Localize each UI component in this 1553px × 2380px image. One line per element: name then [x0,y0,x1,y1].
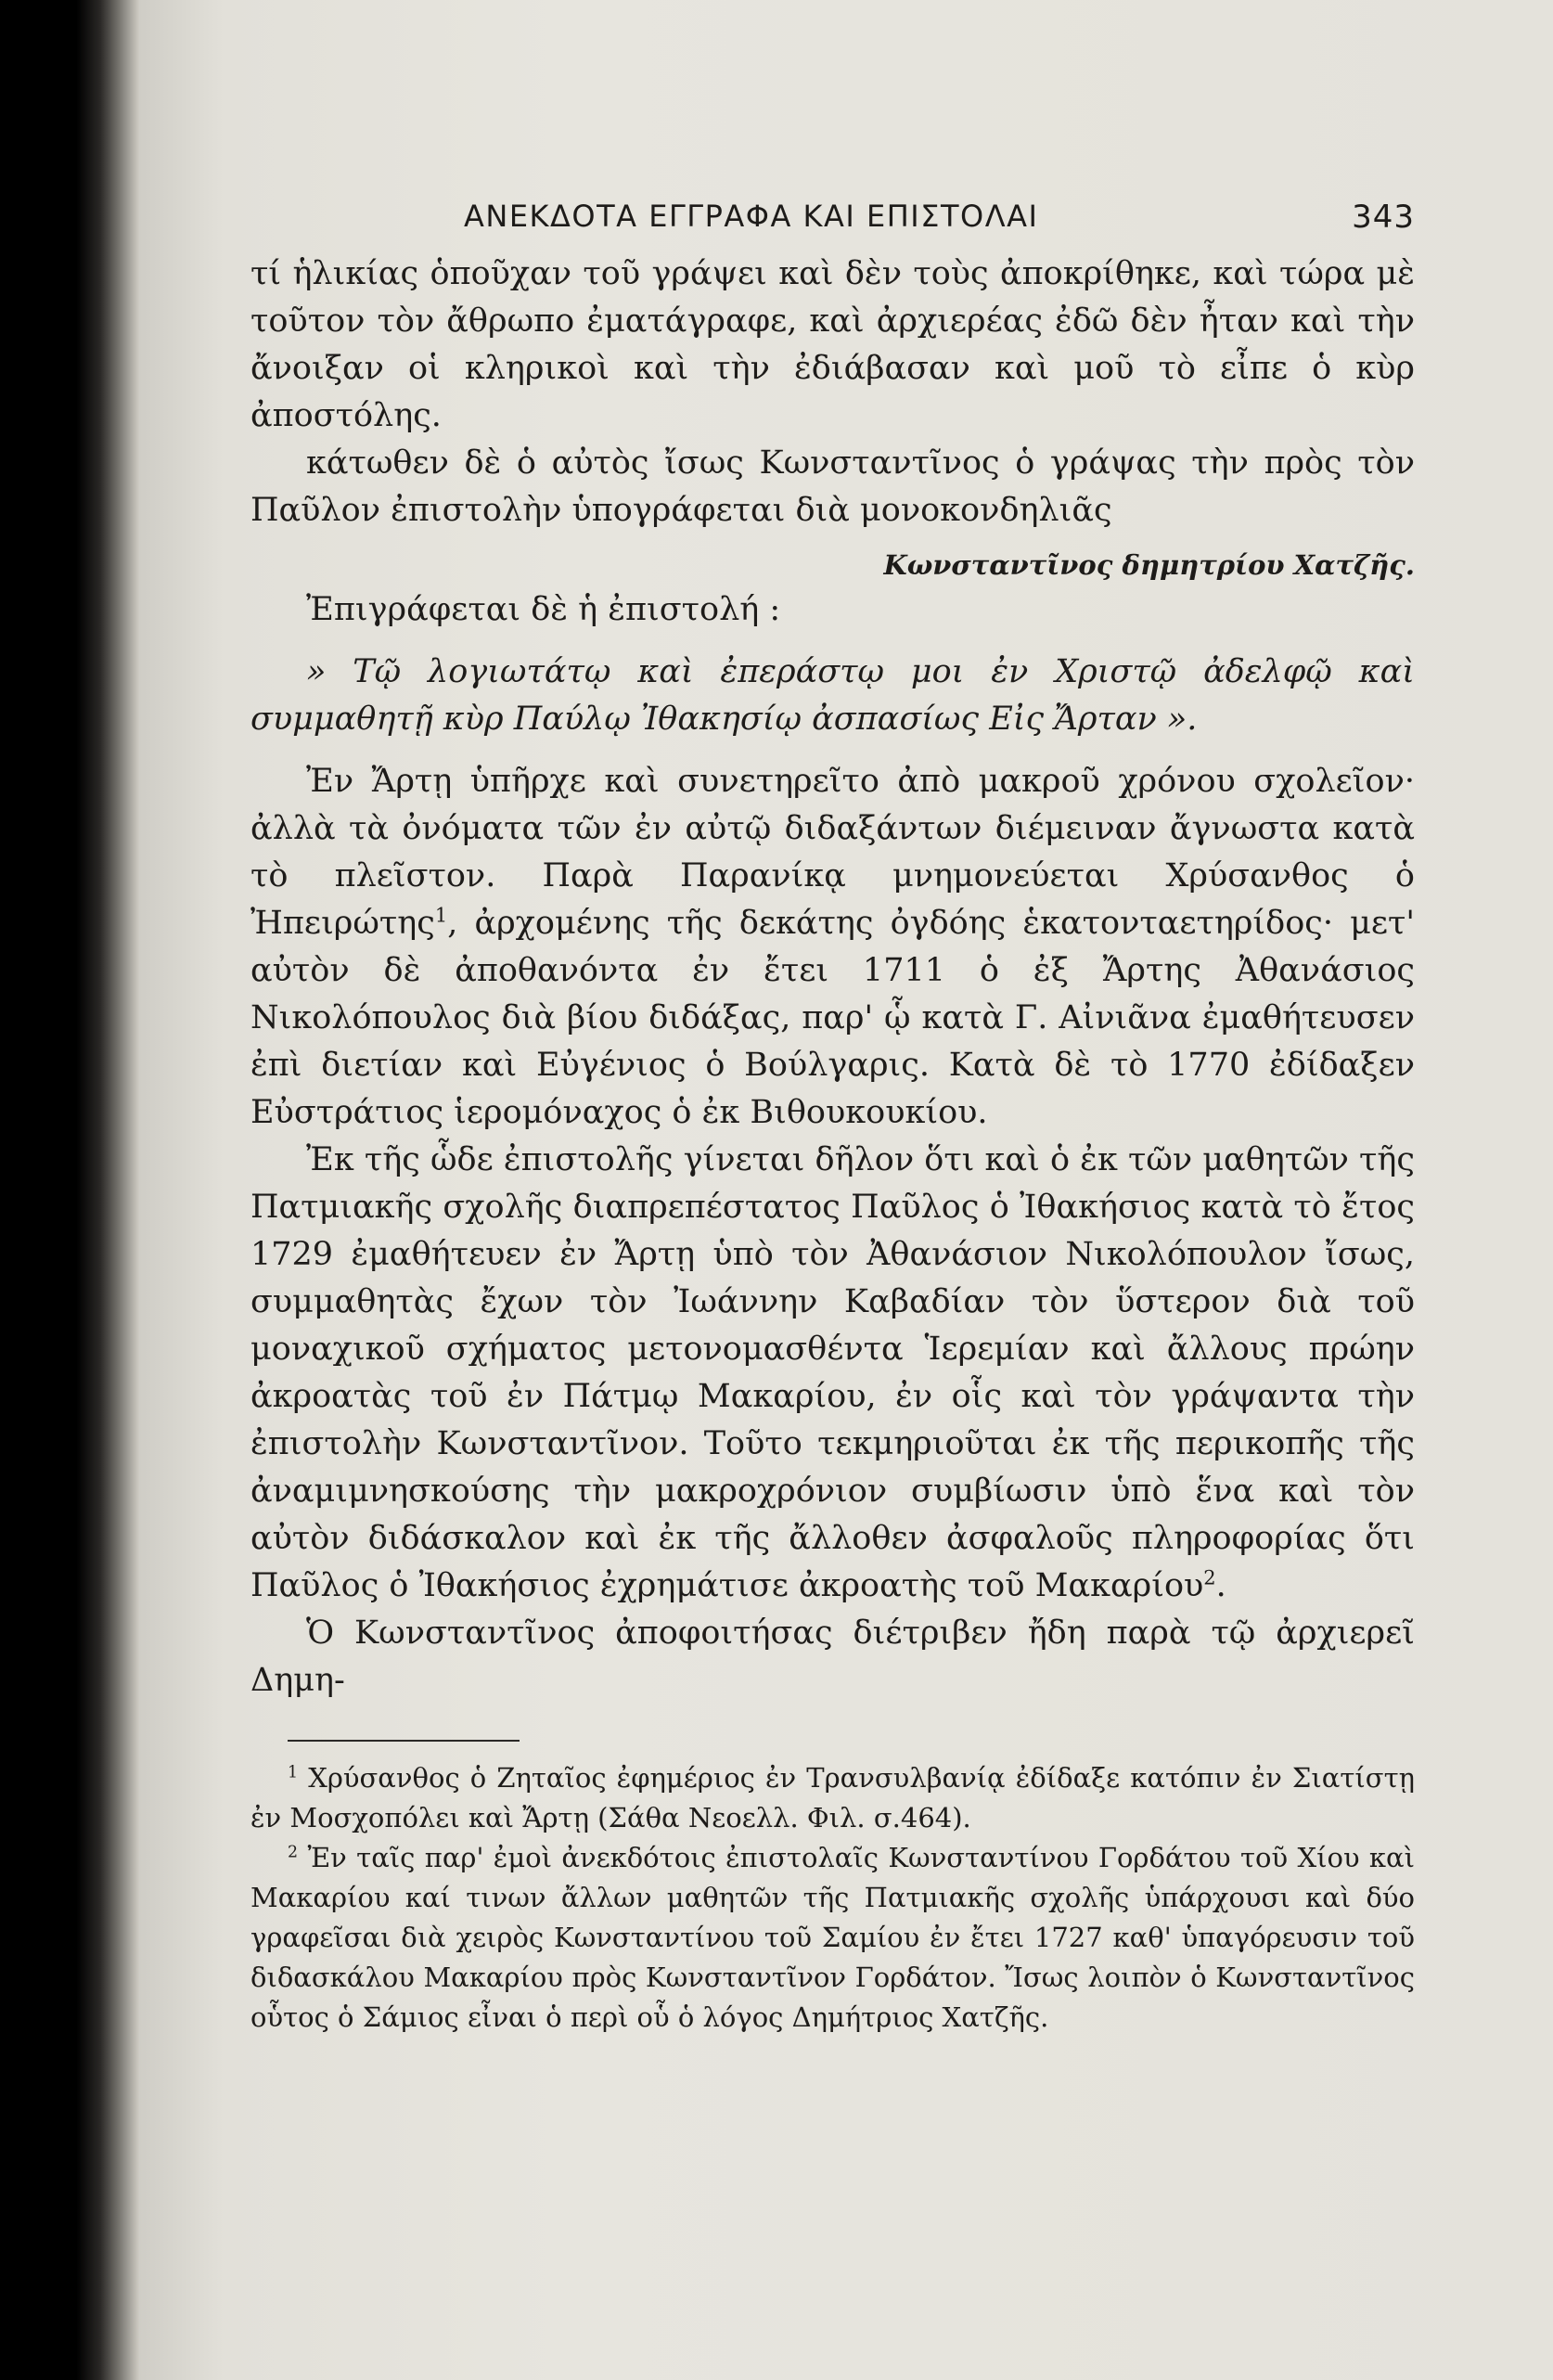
page-content [250,186,1415,2320]
footnote-ref-1: 1 [434,904,448,927]
footnote-2 [250,1838,1415,2038]
footnote-mark-2: 2 [288,1843,299,1862]
book-binding-shadow [0,0,139,2380]
paragraph-arta-school [250,758,1415,1137]
paragraph-paul-text-a: Ἐκ τῆς ὧδε ἐπιστολῆς γίνεται δῆλον ὅτι καὶ ὁ ἐκ τῶν μαθητῶν τῆς Πατμιακῆς σχολῆς διαπρεπέστατος Παῦλος ὁ Ἰθακήσιος κατὰ τὸ ἔτος 1729 ἐμαθήτευεν ἐν Ἄρτῃ ὑπὸ τὸν Ἀθανάσιον Νικολόπουλον ἴσως, συμμαθητὰς ἔχων τὸν Ἰωάννην Καβαδίαν τὸν ὕστερον διὰ τοῦ μοναχικοῦ σχήματος μετονομασθέντα Ἱερεμίαν καὶ ἄλλους πρώην ἀκροατὰς τοῦ ἐν Πάτμῳ Μακαρίου, ἐν οἷς καὶ τὸν γράψαντα τὴν ἐπιστολὴν Κωνσταντῖνον. Τοῦτο τεκμηριοῦται ἐκ τῆς περικοπῆς τῆς ἀναμιμνησκούσης τὴν μακροχρόνιον συμβίωσιν ὑπὸ ἕνα καὶ τὸν αὐτὸν διδάσκαλον καὶ ἐκ τῆς ἄλλοθεν ἀσφαλοῦς πληροφορίας ὅτι Παῦλος ὁ Ἰθακήσιος ἐχρημάτισε ἀκροατὴς τοῦ Μακαρίου [250,1141,1415,1604]
letter-signature: Κωνσταντῖνος δημητρίου Χατζῆς. [883,549,1415,581]
footnote-2-text: Ἐν ταῖς παρ' ἐμοὶ ἀνεκδότοις ἐπιστολαῖς Κωνσταντίνου Γορδάτου τοῦ Χίου καὶ Μακαρίου καί τινων ἄλλων μαθητῶν τῆς Πατμιακῆς σχολῆς ὑπάρχουσι καὶ δύο γραφεῖσαι διὰ χειρὸς Κωνσταντίνου τοῦ Σαμίου ἐν ἔτει 1727 καθ' ὑπαγόρευσιν τοῦ διδασκάλου Μακαρίου πρὸς Κωνσταντῖνον Γορδάτον. Ἴσως λοιπὸν ὁ Κωνσταντῖνος οὗτος ὁ Σάμιος εἶναι ὁ περὶ οὗ ὁ λόγος Δημήτριος Χατζῆς. [250,1842,1415,2033]
paragraph-paul-text-b: . [1215,1567,1226,1604]
book-page [139,0,1553,2380]
footnote-1 [250,1758,1415,1838]
footnote-1-text: Χρύσανθος ὁ Ζηταῖος ἐφημέριος ἐν Τρανσυλβανίᾳ ἐδίδαξε κατόπιν ἐν Σιατίστῃ ἐν Μοσχοπόλει καὶ Ἄρτῃ (Σάθα Νεοελλ. Φιλ. σ.464). [250,1762,1415,1833]
paragraph-signature-note: κάτωθεν δὲ ὁ αὐτὸς ἴσως Κωνσταντῖνος ὁ γράψας τὴν πρὸς τὸν Παῦλον ἐπιστολὴν ὑπογράφεται διὰ μονοκονδηλιᾶς [250,444,1415,529]
paragraph-address-intro: Ἐπιγράφεται δὲ ἡ ἐπιστολή : [306,591,781,628]
footnote-divider [288,1740,520,1742]
page-number: 343 [1352,199,1415,236]
paragraph-arta-school-text-a: Ἐν Ἄρτῃ ὑπῆρχε καὶ συνετηρεῖτο ἀπὸ μακροῦ χρόνου σχολεῖον· ἀλλὰ τὰ ὀνόματα τῶν ἐν αὐτῷ διδαξάντων διέμειναν ἄγνωστα κατὰ τὸ πλεῖστον. Παρὰ Παρανίκᾳ μνημονεύεται Χρύσανθος ὁ Ἠπειρώτης [250,763,1415,942]
paragraph-constantine: Ὁ Κωνσταντῖνος ἀποφοιτήσας διέτριβεν ἤδη παρὰ τῷ ἀρχιερεῖ Δημη- [250,1615,1415,1699]
paragraph-paul-ithakesios [250,1137,1415,1610]
page-header [250,186,1415,251]
footnote-mark-1: 1 [288,1763,299,1782]
running-head: ΑΝΕΚΔΟΤΑ ΕΓΓΡΑΦΑ ΚΑΙ ΕΠΙΣΤΟΛΑΙ [464,199,1039,234]
footnote-ref-2: 2 [1203,1566,1216,1589]
paragraph-arta-school-text-b: , ἀρχομένης τῆς δεκάτης ὀγδόης ἑκατονταετηρίδος· μετ' αὐτὸν δὲ ἀποθανόντα ἐν ἔτει 1711 ὁ ἐξ Ἄρτης Ἀθανάσιος Νικολόπουλος διὰ βίου διδάξας, παρ' ᾧ κατὰ Γ. Αἰνιᾶνα ἐμαθήτευσεν ἐπὶ διετίαν καὶ Εὐγένιος ὁ Βούλγαρις. Κατὰ δὲ τὸ 1770 ἐδίδαξεν Εὐστράτιος ἱερομόναχος ὁ ἐκ Βιθουκουκίου. [250,905,1415,1131]
paragraph-letter-end: τί ἡλικίας ὁποῦχαν τοῦ γράψει καὶ δὲν τοὺς ἀποκρίθηκε, καὶ τώρα μὲ τοῦτον τὸν ἄθρωπο ἐματάγραφε, καὶ ἀρχιερέας ἐδῶ δὲν ἦταν καὶ τὴν ἄνοιξαν οἱ κληρικοὶ καὶ τὴν ἐδιάβασαν καὶ μοῦ τὸ εἶπε ὁ κὺρ ἀποστόλης. [250,255,1415,434]
letter-address: » Τῷ λογιωτάτῳ καὶ ἐπεράστῳ μοι ἐν Χριστῷ ἀδελφῷ καὶ συμμαθητῇ κὺρ Παύλῳ Ἰθακησίῳ ἀσπασίως Εἰς Ἄρταν ». [250,653,1415,738]
